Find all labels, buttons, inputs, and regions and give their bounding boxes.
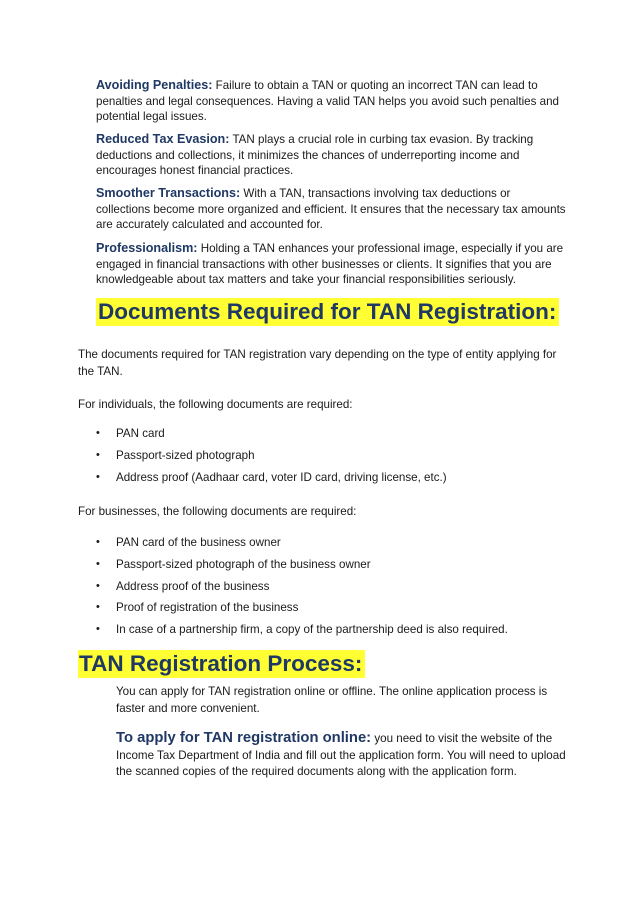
list-item-text: Proof of registration of the business xyxy=(116,601,299,615)
online-application-paragraph xyxy=(116,730,566,781)
benefit-term: Professionalism: xyxy=(96,241,198,255)
benefit-term: Reduced Tax Evasion: xyxy=(96,132,230,146)
benefit-professionalism xyxy=(96,241,566,288)
list-item-text: Passport-sized photograph of the business owner xyxy=(116,557,371,571)
list-item-text: Passport-sized photograph xyxy=(116,448,255,462)
benefit-text: Failure to obtain a TAN or quoting an incorrect TAN can lead to penalties and legal consequences. Having a valid TAN helps you avoid such penalties and potential legal issues. xyxy=(96,79,559,124)
online-application-term: To apply for TAN registration online: xyxy=(116,730,372,746)
list-item-text: PAN card of the business owner xyxy=(116,536,281,549)
benefit-term: Avoiding Penalties: xyxy=(96,78,213,92)
individuals-document-list xyxy=(78,423,447,488)
online-application-text: you need to visit the website of the Income Tax Department of India and fill out the application form. You will need to upload the scanned copies of the required documents along with the application form. xyxy=(116,732,566,778)
benefit-reduced-tax-evasion xyxy=(96,132,566,179)
bullet-icon: • xyxy=(96,557,100,570)
list-item xyxy=(78,554,508,576)
documents-intro: The documents required for TAN registration vary depending on the type of entity applying for the TAN. xyxy=(78,348,557,378)
bullet-icon: • xyxy=(96,579,100,592)
list-item-text: Address proof of the business xyxy=(116,579,270,593)
businesses-intro: For businesses, the following documents are required: xyxy=(78,505,357,518)
bullet-icon: • xyxy=(96,427,100,439)
bullet-icon: • xyxy=(96,623,100,636)
benefit-avoiding-penalties xyxy=(96,78,566,125)
list-item xyxy=(78,445,447,467)
process-intro: You can apply for TAN registration online or offline. The online application process is faster and more convenient. xyxy=(116,685,548,715)
list-item-text: PAN card xyxy=(116,427,165,440)
bullet-icon: • xyxy=(96,601,100,614)
list-item xyxy=(78,532,508,554)
benefit-smoother-transactions xyxy=(96,186,566,233)
list-item xyxy=(78,597,508,619)
documents-heading: Documents Required for TAN Registration: xyxy=(96,298,559,326)
bullet-icon: • xyxy=(96,470,100,483)
list-item xyxy=(78,619,508,641)
list-item xyxy=(78,423,447,445)
bullet-icon: • xyxy=(96,536,100,548)
businesses-document-list xyxy=(78,532,508,641)
list-item xyxy=(78,467,447,489)
benefit-text: TAN plays a crucial role in curbing tax evasion. By tracking deductions and collections, it minimizes the chances of underreporting income and encourages honest financial practices. xyxy=(96,133,534,178)
benefit-text: With a TAN, transactions involving tax deductions or collections become more organized and efficient. It ensures that the necessary tax amounts are accurately calculated and accounted for. xyxy=(96,187,566,232)
list-item-text: Address proof (Aadhaar card, voter ID card, driving license, etc.) xyxy=(116,470,447,484)
individuals-intro: For individuals, the following documents are required: xyxy=(78,398,353,411)
list-item xyxy=(78,576,508,598)
bullet-icon: • xyxy=(96,448,100,461)
benefit-text: Holding a TAN enhances your professional image, especially if you are engaged in financial transactions with other businesses or clients. It signifies that you are knowledgeable about tax matters and take your financial responsibilities seriously. xyxy=(96,242,564,287)
benefit-term: Smoother Transactions: xyxy=(96,186,241,200)
list-item-text: In case of a partnership firm, a copy of the partnership deed is also required. xyxy=(116,623,508,637)
process-heading: TAN Registration Process: xyxy=(78,650,365,678)
